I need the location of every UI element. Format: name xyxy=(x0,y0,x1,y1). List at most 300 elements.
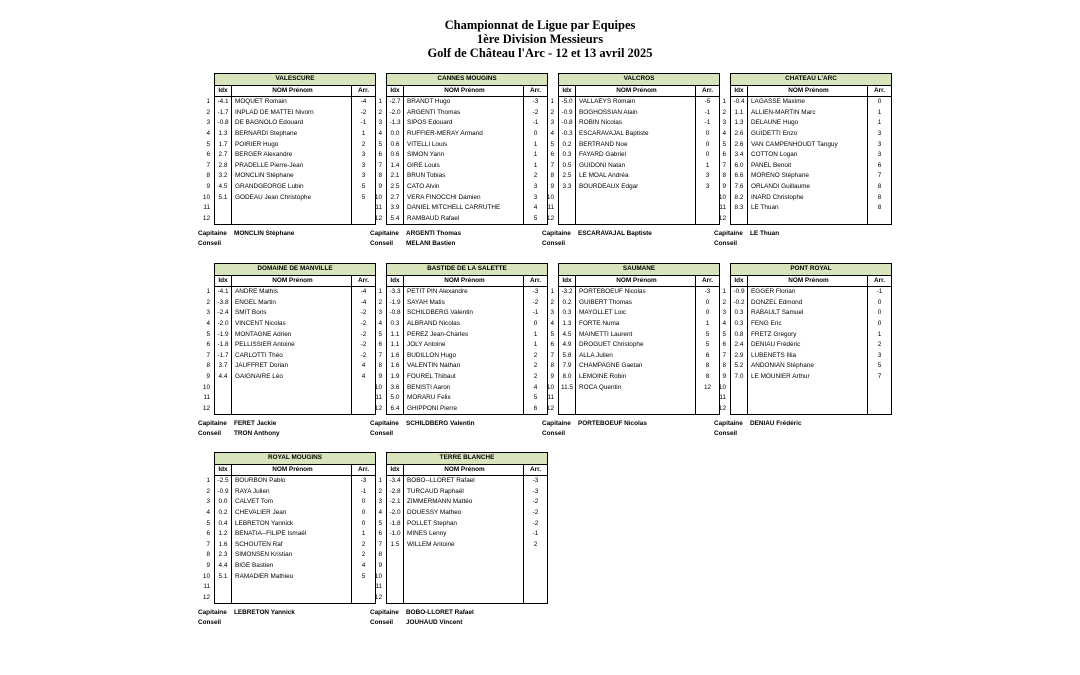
team-table xyxy=(542,263,719,438)
player-name xyxy=(232,203,352,214)
advice-label: Conseil xyxy=(198,619,222,627)
title-line-1: Championnat de Ligue par Equipes xyxy=(444,18,636,32)
row-number: 6 xyxy=(378,151,382,159)
player-arr: 1 xyxy=(696,161,720,172)
row-number: 8 xyxy=(722,362,726,370)
player-arr: 0 xyxy=(868,97,892,108)
row-number: 11 xyxy=(375,394,382,402)
player-arr: 1 xyxy=(524,161,548,172)
player-arr: 1 xyxy=(868,118,892,129)
player-arr: -3 xyxy=(696,287,720,298)
player-name: MORENO Stéphane xyxy=(751,172,809,180)
player-index: -3.2 xyxy=(559,287,576,298)
row-number: 3 xyxy=(378,498,382,506)
player-index: 4.5 xyxy=(559,330,576,341)
player-index: 4.4 xyxy=(215,372,232,383)
player-name: CHAMPAGNE Gaetan xyxy=(579,362,643,370)
player-row xyxy=(559,340,720,351)
player-row xyxy=(387,118,548,129)
player-name: DOUESSY Matheo xyxy=(407,508,462,516)
player-arr: 1 xyxy=(524,340,548,351)
player-row xyxy=(731,298,892,309)
player-arr: 2 xyxy=(524,171,548,182)
player-name: JAUFFRET Dorian xyxy=(235,362,289,370)
team-name: TERRE BLANCHE xyxy=(387,453,548,465)
row-number: 10 xyxy=(202,572,210,580)
player-row xyxy=(559,150,720,161)
player-name xyxy=(748,214,868,225)
row-number: 3 xyxy=(206,309,210,317)
row-number: 11 xyxy=(719,394,726,402)
player-arr: 0 xyxy=(868,308,892,319)
player-index xyxy=(559,193,576,204)
player-row xyxy=(559,330,720,341)
player-row xyxy=(559,404,720,415)
row-number: 5 xyxy=(378,330,382,338)
player-row xyxy=(731,330,892,341)
row-number: 10 xyxy=(718,383,726,391)
team-roster-table xyxy=(730,73,892,225)
player-row xyxy=(387,203,548,214)
player-index xyxy=(215,383,232,394)
row-number: 2 xyxy=(378,487,382,495)
team-roster-table xyxy=(386,73,548,225)
player-name xyxy=(404,550,524,561)
player-row xyxy=(387,108,548,119)
player-name: FENG Eric xyxy=(751,319,782,327)
row-number: 8 xyxy=(550,172,554,180)
captain-line xyxy=(198,608,295,618)
player-row xyxy=(215,108,376,119)
player-row xyxy=(387,372,548,383)
player-name: DROGUET Christophe xyxy=(579,341,644,349)
captain-line xyxy=(198,229,294,239)
player-row xyxy=(559,97,720,108)
player-arr: 2 xyxy=(524,351,548,362)
player-index: 0.8 xyxy=(731,330,748,341)
row-number: 10 xyxy=(374,383,382,391)
player-index xyxy=(731,383,748,394)
row-number: 10 xyxy=(374,193,382,201)
player-name: RABAULT Samuel xyxy=(751,309,804,317)
player-row xyxy=(387,161,548,172)
row-number: 3 xyxy=(722,309,726,317)
player-row xyxy=(559,171,720,182)
player-row xyxy=(731,118,892,129)
player-arr: 5 xyxy=(352,572,376,583)
col-header-idx: Idx xyxy=(731,85,748,97)
player-index: 2.3 xyxy=(215,550,232,561)
player-index: 2.4 xyxy=(731,340,748,351)
player-name xyxy=(576,404,696,415)
captain-label: Capitaine xyxy=(714,420,743,428)
player-arr: -2 xyxy=(352,308,376,319)
player-name: PRADELLE Pierre-Jean xyxy=(235,161,304,169)
advice-label: Conseil xyxy=(370,619,394,627)
player-name: DELAUNE Hugo xyxy=(751,119,799,127)
col-header-name: NOM Prénom xyxy=(576,275,696,287)
title-line-2: 1ère Division Messieurs xyxy=(476,32,604,46)
player-arr xyxy=(524,572,548,583)
col-header-idx: Idx xyxy=(559,275,576,287)
row-number: 8 xyxy=(378,362,382,370)
row-number: 4 xyxy=(206,320,210,327)
advice-value: MELANI Bastien xyxy=(406,240,456,248)
player-index: -2.0 xyxy=(215,319,232,330)
player-name: COTTON Logan xyxy=(751,151,798,159)
player-row xyxy=(215,308,376,319)
player-index: 2.9 xyxy=(731,351,748,362)
player-arr: -2 xyxy=(352,330,376,341)
advice-value: JOUHAUD Vincent xyxy=(406,619,463,627)
col-header-arr: Arr. xyxy=(524,85,548,97)
player-arr: 2 xyxy=(524,361,548,372)
player-row xyxy=(731,193,892,204)
player-arr xyxy=(524,561,548,572)
player-arr: -3 xyxy=(524,476,548,487)
player-index: -0.9 xyxy=(731,287,748,298)
team-roster-table xyxy=(386,452,548,604)
row-number: 5 xyxy=(206,140,210,148)
row-number: 7 xyxy=(550,351,554,359)
team-name: VALCROS xyxy=(559,74,720,86)
row-number: 12 xyxy=(718,404,726,412)
player-row xyxy=(387,308,548,319)
captain-label: Capitaine xyxy=(370,609,399,617)
row-number: 5 xyxy=(378,140,382,148)
player-row xyxy=(731,361,892,372)
row-number: 9 xyxy=(550,373,554,380)
player-name xyxy=(232,393,352,404)
player-arr: 5 xyxy=(352,182,376,193)
player-index xyxy=(387,550,404,561)
row-number: 9 xyxy=(722,373,726,380)
player-name: RAMADIER Mathieu xyxy=(235,572,294,580)
advice-line xyxy=(370,618,462,628)
player-row xyxy=(731,383,892,394)
player-index: -1.9 xyxy=(387,298,404,309)
player-arr: -4 xyxy=(352,287,376,298)
player-index: 2.6 xyxy=(731,129,748,140)
player-name: RUFFIER-MERAY Armand xyxy=(407,129,483,137)
player-row xyxy=(387,476,548,487)
player-row xyxy=(215,161,376,172)
player-arr: -1 xyxy=(696,118,720,129)
player-arr: 1 xyxy=(868,330,892,341)
player-name xyxy=(232,214,352,225)
player-row xyxy=(215,383,376,394)
row-number: 2 xyxy=(378,108,382,116)
player-name xyxy=(748,404,868,415)
player-name: PEREZ Jean-Charles xyxy=(407,330,469,338)
player-index: 5.2 xyxy=(731,361,748,372)
player-name: FAYARD Gabriel xyxy=(579,151,626,159)
row-number: 10 xyxy=(718,193,726,201)
captain-line xyxy=(370,608,474,618)
player-index xyxy=(559,214,576,225)
player-arr: -1 xyxy=(524,308,548,319)
player-name xyxy=(748,383,868,394)
player-row xyxy=(387,182,548,193)
team-name: SAUMANE xyxy=(559,264,720,276)
player-arr: 1 xyxy=(524,150,548,161)
advice-label: Conseil xyxy=(542,430,566,438)
player-row xyxy=(559,118,720,129)
player-arr: -2 xyxy=(524,108,548,119)
player-name: CATO Alvin xyxy=(407,182,440,190)
advice-line xyxy=(370,239,455,249)
player-index: -1.7 xyxy=(215,351,232,362)
player-name: BERTRAND Noe xyxy=(579,140,628,148)
player-arr: 0 xyxy=(524,319,548,330)
col-header-arr: Arr. xyxy=(868,85,892,97)
player-name: CALVET Tom xyxy=(235,498,274,506)
player-name: SCHOUTEN Raf xyxy=(235,540,283,548)
player-name: SIMONSEN Kristian xyxy=(235,551,293,559)
player-name xyxy=(404,593,524,604)
player-name: FRETZ Gregory xyxy=(751,330,797,338)
player-arr: 3 xyxy=(352,150,376,161)
player-arr: 8 xyxy=(696,372,720,383)
player-row xyxy=(215,97,376,108)
player-index: 7.0 xyxy=(731,372,748,383)
player-index: -1.0 xyxy=(387,529,404,540)
advice-label: Conseil xyxy=(370,240,394,248)
player-row xyxy=(387,287,548,298)
player-name: DENIAU Frédéric xyxy=(751,341,801,349)
col-header-arr: Arr. xyxy=(696,85,720,97)
player-row xyxy=(387,561,548,572)
col-header-idx: Idx xyxy=(731,275,748,287)
player-index: 1.1 xyxy=(731,108,748,119)
player-arr: 5 xyxy=(524,393,548,404)
player-arr: 4 xyxy=(352,561,376,572)
player-name: JOLY Antoine xyxy=(407,341,446,349)
advice-line xyxy=(198,618,234,628)
player-row xyxy=(559,129,720,140)
row-number: 6 xyxy=(722,341,726,349)
player-name: EGGER Florian xyxy=(751,288,796,296)
team-table xyxy=(714,73,891,248)
player-name: MONTAGNE Adrien xyxy=(235,330,292,338)
player-arr: -2 xyxy=(524,519,548,530)
player-index: -0.4 xyxy=(731,97,748,108)
player-row xyxy=(731,214,892,225)
row-number: 1 xyxy=(206,98,210,106)
row-number: 7 xyxy=(206,351,210,359)
player-arr: 2 xyxy=(524,372,548,383)
row-number: 1 xyxy=(550,98,554,106)
player-arr: 5 xyxy=(868,361,892,372)
row-number: 9 xyxy=(378,183,382,190)
captain-line xyxy=(198,419,276,429)
player-index: -2.4 xyxy=(215,308,232,319)
player-arr: 0 xyxy=(696,129,720,140)
player-index: -4.1 xyxy=(215,97,232,108)
player-arr: 2 xyxy=(352,550,376,561)
player-arr: 5 xyxy=(696,340,720,351)
row-number: 11 xyxy=(375,204,382,212)
player-name: SAYAH Matis xyxy=(407,298,445,306)
row-number: 8 xyxy=(206,551,210,559)
player-row xyxy=(387,540,548,551)
player-name: PORTEBOEUF Nicolas xyxy=(579,288,646,296)
player-index: -0.8 xyxy=(215,118,232,129)
player-name: POLLET Stephan xyxy=(407,519,457,527)
player-row xyxy=(215,351,376,362)
row-number: 6 xyxy=(206,530,210,538)
player-row xyxy=(731,308,892,319)
player-name: BOURDEAUX Edgar xyxy=(579,182,639,190)
player-name: TURCAUD Raphaël xyxy=(407,487,464,495)
row-number: 10 xyxy=(202,383,210,391)
row-number: 7 xyxy=(378,540,382,548)
player-name: GUIDETTI Enzo xyxy=(751,129,798,137)
captain-value: LEBRETON Yannick xyxy=(234,609,295,617)
captain-label: Capitaine xyxy=(370,230,399,238)
player-name: BIGE Bastien xyxy=(235,561,274,569)
player-arr: 3 xyxy=(352,161,376,172)
player-name: VITELLI Louis xyxy=(407,140,448,148)
player-arr: -2 xyxy=(352,319,376,330)
player-row xyxy=(215,497,376,508)
player-name xyxy=(232,582,352,593)
team-name: CANNES MOUGINS xyxy=(387,74,548,86)
row-number: 5 xyxy=(206,330,210,338)
player-arr: -2 xyxy=(524,298,548,309)
player-name: MORARU Felix xyxy=(407,394,451,402)
team-name: BASTIDE DE LA SALETTE xyxy=(387,264,548,276)
row-number: 6 xyxy=(550,151,554,159)
row-number: 11 xyxy=(203,583,210,591)
player-row xyxy=(731,150,892,161)
row-number: 7 xyxy=(206,540,210,548)
row-number: 10 xyxy=(202,193,210,201)
player-index: 1.6 xyxy=(215,540,232,551)
player-index: -3.8 xyxy=(215,298,232,309)
advice-value: TRON Anthony xyxy=(234,430,280,438)
row-number: 4 xyxy=(722,320,726,327)
col-header-name: NOM Prénom xyxy=(404,275,524,287)
player-name: GRANDGEORGE Lubin xyxy=(235,182,304,190)
col-header-arr: Arr. xyxy=(868,275,892,287)
player-row xyxy=(387,519,548,530)
player-arr: -2 xyxy=(352,351,376,362)
player-row xyxy=(559,140,720,151)
player-arr: 0 xyxy=(696,140,720,151)
row-number: 2 xyxy=(550,108,554,116)
player-arr: 7 xyxy=(868,171,892,182)
player-arr: 4 xyxy=(352,372,376,383)
player-row xyxy=(731,171,892,182)
player-arr: 0 xyxy=(524,129,548,140)
player-arr: -1 xyxy=(352,118,376,129)
player-index: 2.7 xyxy=(387,193,404,204)
row-number: 9 xyxy=(378,373,382,380)
team-table xyxy=(198,73,375,248)
row-number: 6 xyxy=(206,341,210,349)
player-name: ANDONIAN Stéphane xyxy=(751,362,814,370)
player-index: -0.2 xyxy=(731,298,748,309)
player-name: BRUN Tobias xyxy=(407,172,446,180)
player-row xyxy=(731,161,892,172)
player-index xyxy=(215,203,232,214)
col-header-idx: Idx xyxy=(387,275,404,287)
player-arr: -3 xyxy=(524,97,548,108)
player-index: 6.6 xyxy=(731,171,748,182)
row-number: 12 xyxy=(546,214,554,222)
player-row xyxy=(387,393,548,404)
player-arr: 8 xyxy=(868,182,892,193)
col-header-arr: Arr. xyxy=(352,85,376,97)
player-arr: 12 xyxy=(696,383,720,394)
row-number: 9 xyxy=(378,562,382,569)
page-title-block xyxy=(0,18,1080,60)
player-arr: 3 xyxy=(696,171,720,182)
player-index: 0.6 xyxy=(387,140,404,151)
player-row xyxy=(215,582,376,593)
row-number: 4 xyxy=(378,320,382,327)
player-row xyxy=(731,319,892,330)
player-name: ORLANDI Guillaume xyxy=(751,182,810,190)
player-name: GUIDONI Natan xyxy=(579,161,626,169)
team-table xyxy=(198,263,375,438)
team-name: PONT ROYAL xyxy=(731,264,892,276)
player-index: -1.7 xyxy=(215,108,232,119)
player-name: INPLAD DE MATTEI Nivorn xyxy=(235,108,314,116)
player-index: -0.8 xyxy=(387,308,404,319)
captain-label: Capitaine xyxy=(198,609,227,617)
row-number: 5 xyxy=(206,519,210,527)
row-number: 9 xyxy=(206,562,210,569)
player-name xyxy=(576,393,696,404)
player-arr: 1 xyxy=(524,140,548,151)
player-index: -0.9 xyxy=(559,108,576,119)
row-number: 3 xyxy=(378,119,382,127)
player-arr: 3 xyxy=(524,193,548,204)
row-number: 8 xyxy=(206,362,210,370)
player-index: 7.6 xyxy=(731,182,748,193)
player-arr: 5 xyxy=(352,193,376,204)
player-arr: 6 xyxy=(868,161,892,172)
row-number: 2 xyxy=(722,298,726,306)
player-index: 0.2 xyxy=(559,298,576,309)
player-name: CARLOTTI Théo xyxy=(235,351,283,359)
captain-label: Capitaine xyxy=(542,420,571,428)
player-arr: -2 xyxy=(352,108,376,119)
player-arr: 1 xyxy=(352,529,376,540)
captain-value: ESCARAVAJAL Baptiste xyxy=(578,230,652,238)
player-name: ALLA Julien xyxy=(579,351,613,359)
advice-label: Conseil xyxy=(542,240,566,248)
player-index: 5.4 xyxy=(387,214,404,225)
row-number: 6 xyxy=(206,151,210,159)
row-number: 1 xyxy=(722,98,726,106)
player-index: 2.1 xyxy=(387,171,404,182)
player-row xyxy=(387,97,548,108)
player-row xyxy=(731,372,892,383)
captain-value: DENIAU Frédéric xyxy=(750,420,802,428)
player-name xyxy=(404,582,524,593)
player-arr: -2 xyxy=(352,340,376,351)
col-header-arr: Arr. xyxy=(524,275,548,287)
player-row xyxy=(731,108,892,119)
player-row xyxy=(215,529,376,540)
player-index: 7.9 xyxy=(559,361,576,372)
player-index: 3.4 xyxy=(731,150,748,161)
player-arr xyxy=(524,582,548,593)
col-header-idx: Idx xyxy=(215,275,232,287)
